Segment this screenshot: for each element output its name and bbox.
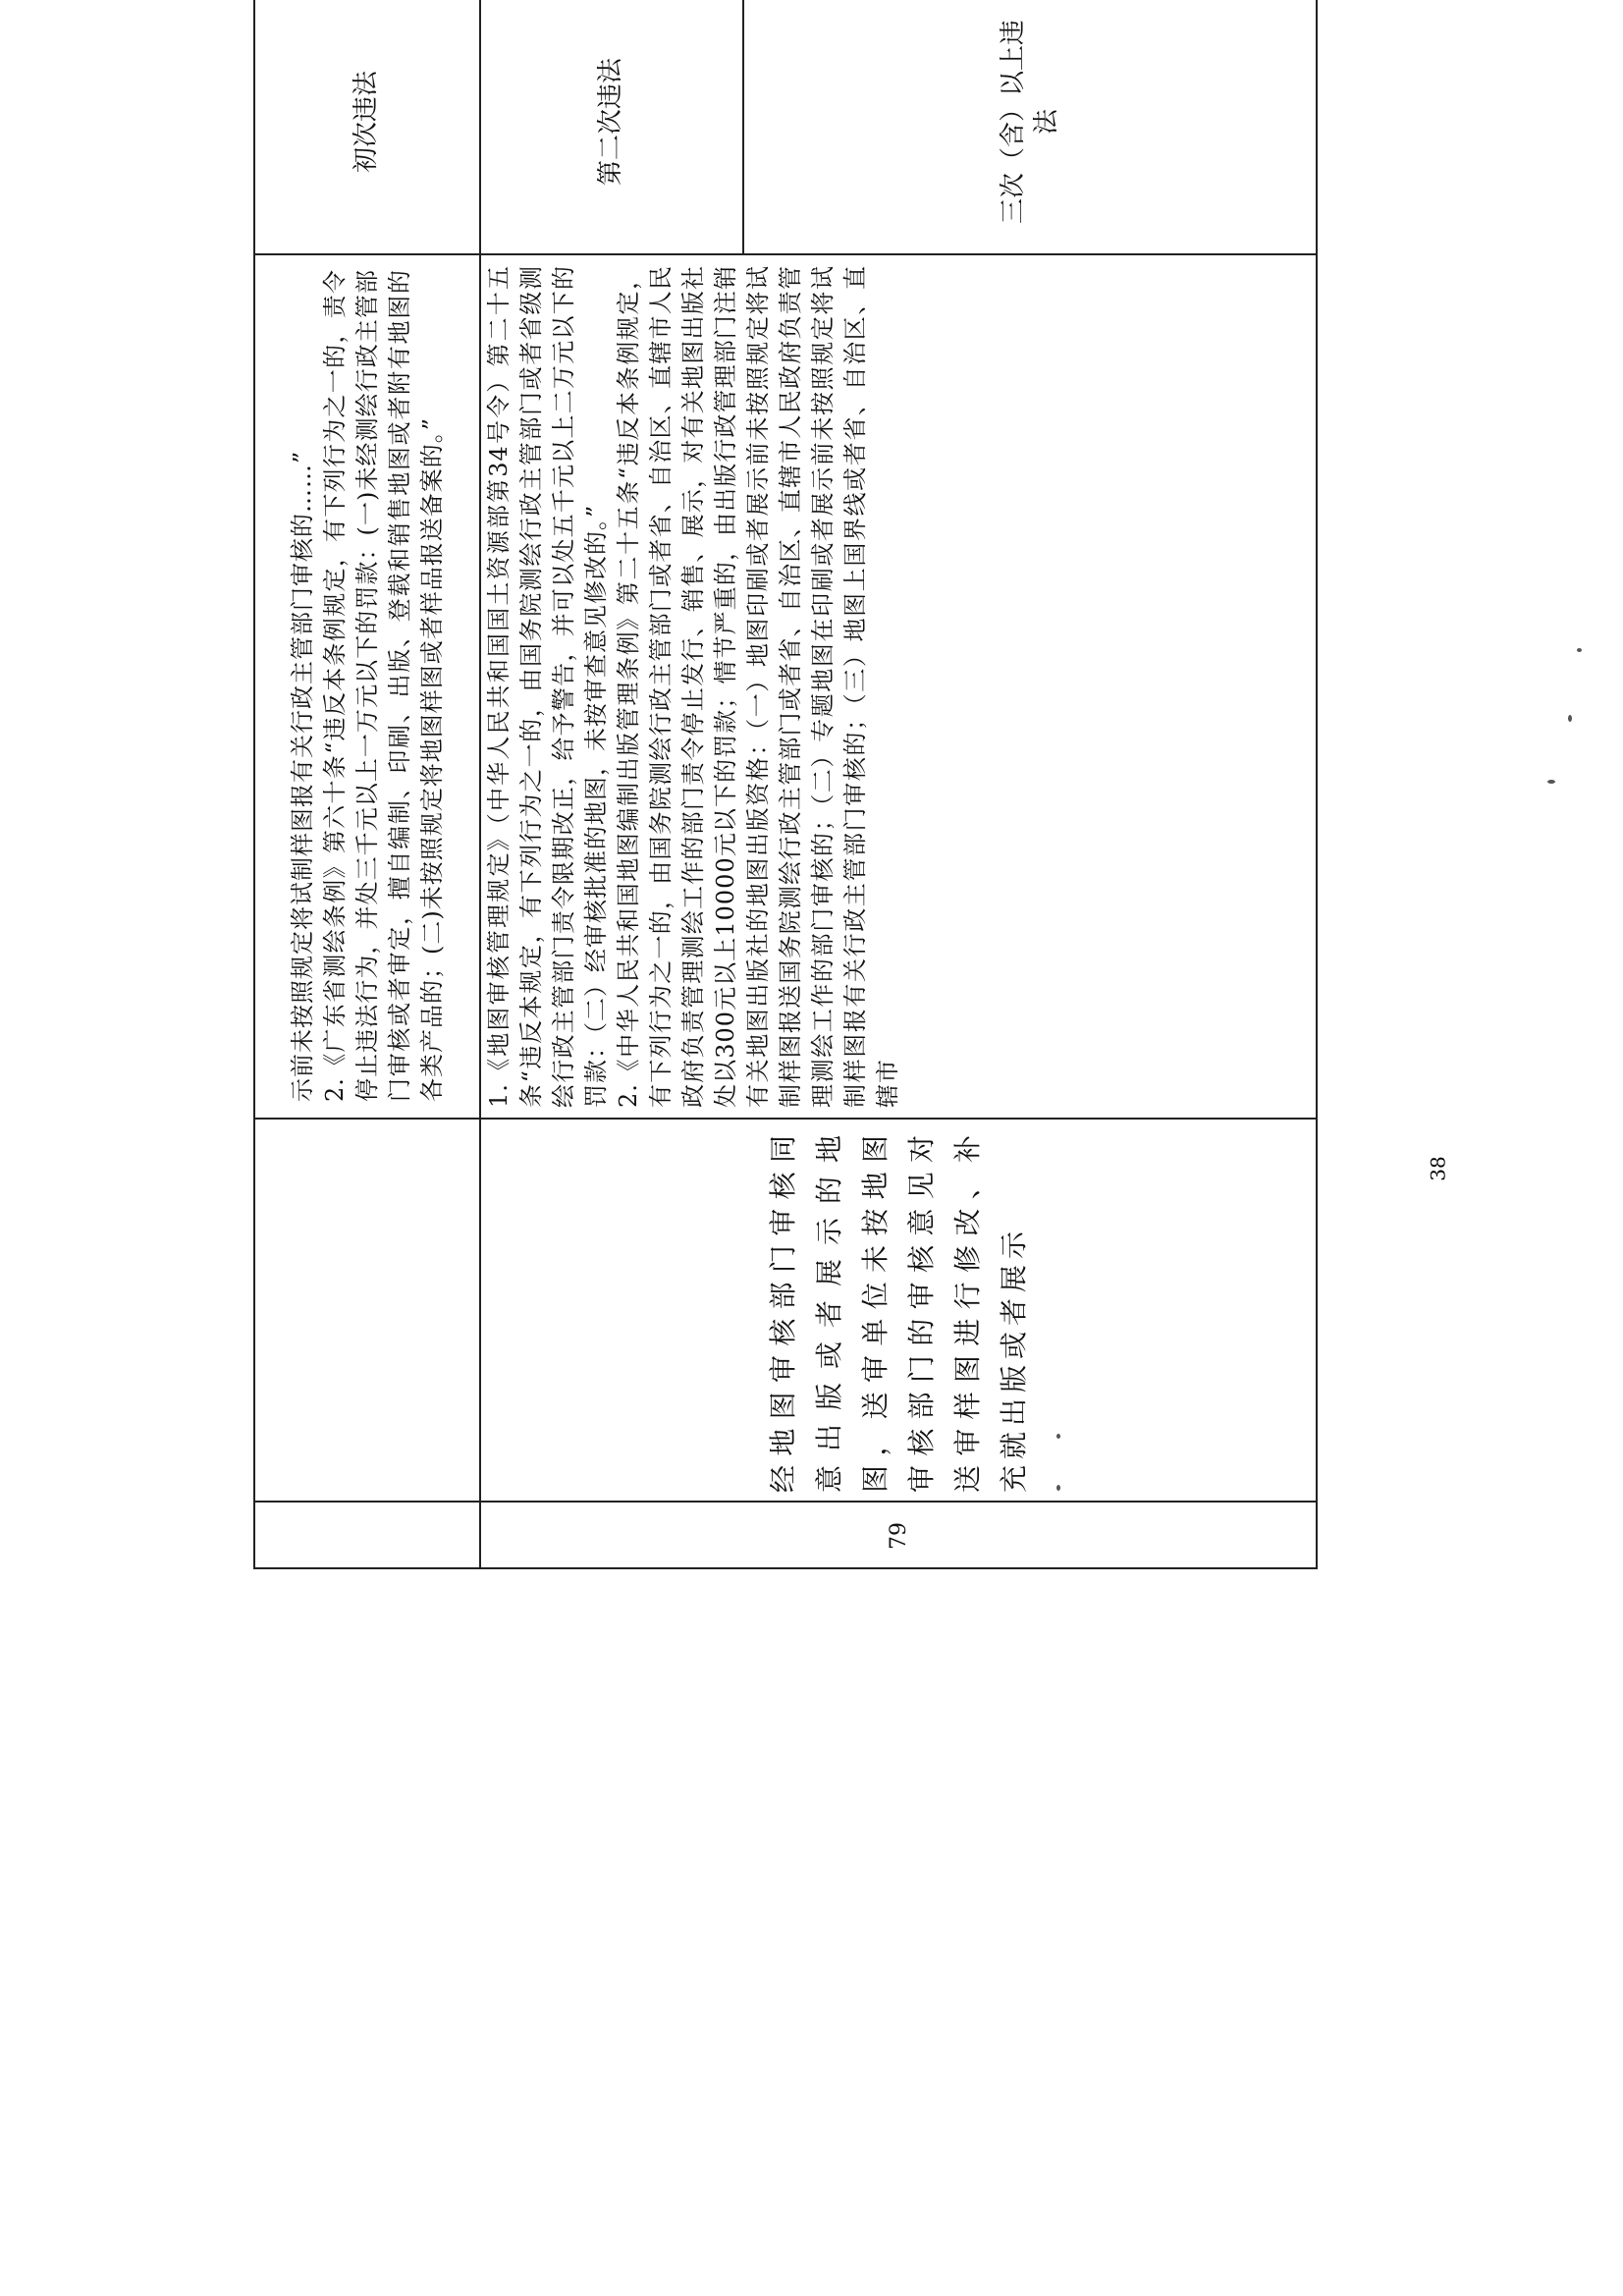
basis-line: 1.《地图审核管理规定》（中华人民共和国国土资源部第34号令）第二十五条“违反本规定，有下列行为之一的，由国务院测绘行政主管部门或者省级测绘行政主管部门责令限期改正，给予警告，并可以处五千元以上二万元以下的罚款：（二）经审核批准的地图，未按审查意见修改的。” bbox=[485, 265, 610, 1108]
scan-speck bbox=[1547, 780, 1555, 784]
cell-circumstance-second: 第二次违法 bbox=[596, 58, 625, 187]
scan-speck bbox=[1056, 1434, 1060, 1439]
basis-line: 2.《广东省测绘条例》第六十条“违反本条例规定，有下列行为之一的，责令停止违法行为，并处三千元以上一万元以下的罚款：(一)未经测绘行政主管部门审核或者审定，擅自编制、印刷、出版、登载和销售地图或者附有地图的各类产品的；(二)未按照规定将地图样图或者样品报送备案的。” bbox=[320, 269, 446, 1102]
scan-speck bbox=[1577, 648, 1582, 652]
cell-legal-basis bbox=[483, 259, 1314, 1114]
page-number: 38 bbox=[1426, 1156, 1450, 1181]
cell-circumstance-third: 三次（含）以上违法 bbox=[999, 20, 1061, 225]
basis-line: 2.《中华人民共和国地图编制出版管理条例》第二十五条“违反本条例规定，有下列行为之一的，由国务院测绘行政主管部门或者省、自治区、直辖市人民政府负责管理测绘工作的部门责令停止发行、销售、展示，对有关地图出版社处以300元以上10000元以下的罚款；情节严重的，由出版行政管理部门注销有关地图出版社的地图出版资格：（一）地图印刷或者展示前未按照规定将试制样图报送国务院测绘行政主管部门或者省、自治区、直辖市人民政府负责管理测绘工作的部门审核的；（二）专题地图在印刷或者展示前未按照规定将试制样图报有关行政主管部门审核的；（三）地图上国界线或者省、自治区、直辖市 bbox=[615, 265, 901, 1108]
scan-speck bbox=[1056, 1485, 1060, 1491]
cell-item: 经地图审核部门审核同意出版或者展示的地图，送审单位未按地图审核部门的审核意见对送审样图进行修改、补充就出版或者展示 bbox=[767, 1129, 1030, 1493]
cell-circumstance-first: 初次违法 bbox=[352, 71, 381, 174]
row-number: 79 bbox=[886, 1522, 911, 1550]
scan-speck bbox=[1568, 715, 1572, 722]
basis-line: 示前未按照规定将试制样图报有关行政主管部门审核的……” bbox=[288, 450, 316, 1102]
rotated-table-area bbox=[253, 0, 1318, 1569]
cell-legal-basis-prev bbox=[257, 263, 477, 1108]
